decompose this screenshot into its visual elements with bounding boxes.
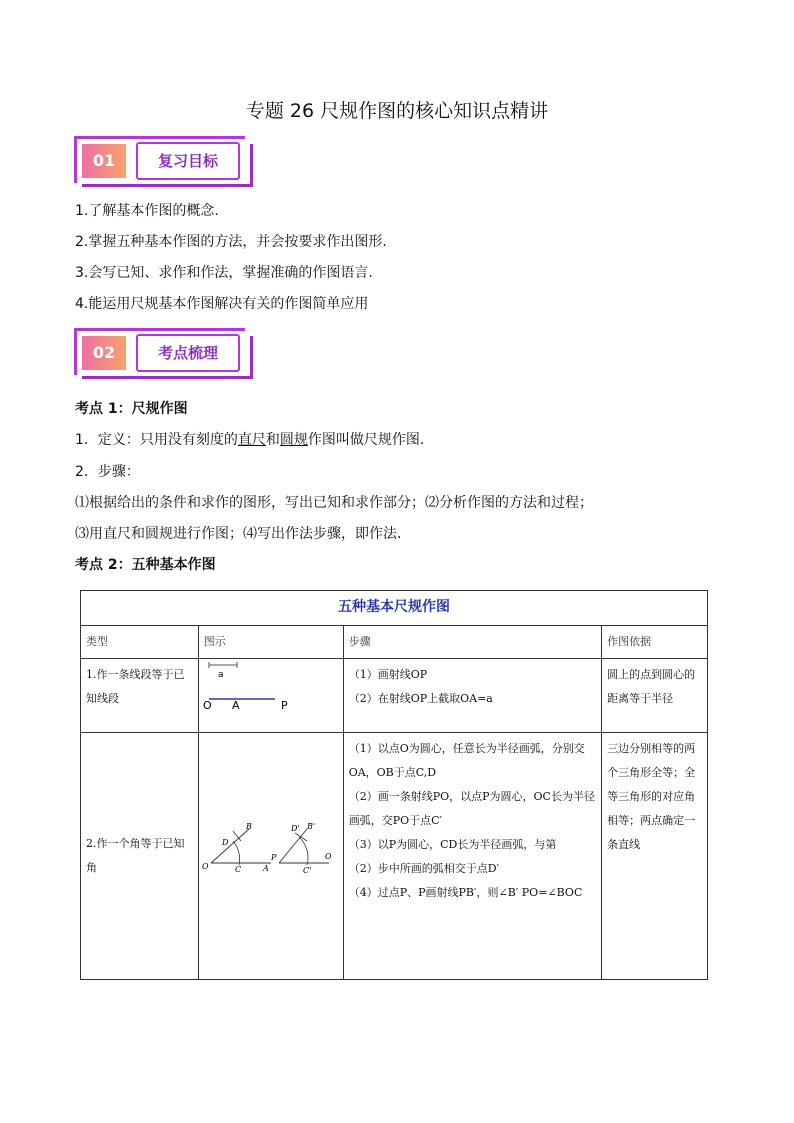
label-A1: A bbox=[262, 863, 269, 873]
section-badge-review-goals bbox=[74, 136, 254, 188]
label-P2: P bbox=[270, 852, 277, 862]
def-and: 和 bbox=[265, 432, 280, 448]
kp1-steps-line: ⑶用直尺和圆规进行作图；⑷写出作法步骤，即作法. bbox=[75, 526, 402, 542]
arc-cd bbox=[233, 841, 240, 865]
def-suffix: 作图叫做尺规作图. bbox=[307, 432, 425, 448]
step: （2）画一条射线PO，以点P为圆心，OC长为半径画弧，交PO于点C′ bbox=[348, 790, 595, 827]
table-row bbox=[81, 733, 708, 980]
label-C2: C' bbox=[302, 865, 312, 875]
section-number: 01 bbox=[82, 144, 126, 178]
step: （1）画射线OP bbox=[348, 668, 428, 681]
label-A: A bbox=[231, 699, 240, 712]
goal-item: 1.了解基本作图的概念. bbox=[75, 203, 219, 219]
label-D2: D' bbox=[290, 823, 300, 833]
row2-basis: 三边分别相等的两个三角形全等；全等三角形的对应角相等；两点确定一条直线 bbox=[602, 733, 708, 980]
goal-item: 3.会写已知、求作和作法，掌握准确的作图语言. bbox=[75, 265, 373, 281]
goal-item: 2.掌握五种基本作图的方法，并会按要求作出图形. bbox=[75, 234, 387, 250]
step: （4）过点P、P画射线PB′，则∠B′ PO=∠BOC bbox=[348, 886, 583, 899]
row1-type: 1.作一条线段等于已知线段 bbox=[81, 659, 199, 733]
label-O1: O bbox=[201, 861, 209, 871]
section-label: 复习目标 bbox=[136, 142, 240, 180]
table-header-row bbox=[81, 626, 708, 659]
kp1-steps-label: 2．步骤： bbox=[75, 464, 140, 480]
label-D1: D bbox=[221, 837, 229, 847]
label-P: P bbox=[280, 699, 288, 712]
step: （2）步中所画的弧相交于点D′ bbox=[348, 862, 500, 875]
header-basis: 作图依据 bbox=[602, 626, 708, 659]
label-O2: O bbox=[324, 851, 332, 861]
term-compass: 圆规 bbox=[279, 432, 308, 448]
label-C1: C bbox=[234, 864, 241, 874]
table-row bbox=[81, 659, 708, 733]
header-steps: 步骤 bbox=[343, 626, 601, 659]
segment-construction-figure bbox=[199, 659, 339, 723]
label-B1: B bbox=[245, 821, 252, 831]
row2-type: 2.作一个角等于已知角 bbox=[81, 733, 199, 980]
row1-basis: 圆上的点到圆心的距离等于半径 bbox=[602, 659, 708, 733]
step: （3）以P为圆心，CD长为半径画弧，与第 bbox=[348, 838, 557, 851]
kp1-definition bbox=[75, 429, 424, 449]
header-type: 类型 bbox=[81, 626, 199, 659]
term-ruler: 直尺 bbox=[237, 432, 266, 448]
section-badge-key-points bbox=[74, 328, 254, 380]
step: （2）在射线OP上截取OA=a bbox=[348, 692, 493, 705]
section-number: 02 bbox=[82, 336, 126, 370]
row2-steps bbox=[343, 733, 601, 980]
label-B2: B' bbox=[306, 821, 315, 831]
row1-figure bbox=[198, 659, 343, 733]
def-prefix: 1．定义：只用没有刻度的 bbox=[75, 432, 238, 448]
kp2-heading: 考点 2：五种基本作图 bbox=[75, 557, 216, 573]
angle-construction-figure bbox=[199, 807, 339, 897]
section-label: 考点梳理 bbox=[136, 334, 240, 372]
goal-item: 4.能运用尺规基本作图解决有关的作图简单应用 bbox=[75, 296, 369, 312]
label-O: O bbox=[202, 699, 212, 712]
page-title: 专题 26 尺规作图的核心知识点精讲 bbox=[245, 100, 549, 122]
header-figure: 图示 bbox=[198, 626, 343, 659]
kp1-steps-line: ⑴根据给出的条件和求作的图形，写出已知和求作部分；⑵分析作图的方法和过程； bbox=[75, 495, 593, 511]
row2-figure bbox=[198, 733, 343, 980]
label-a: a bbox=[217, 670, 224, 680]
ray-ob bbox=[211, 829, 249, 863]
step: （1）以点O为圆心，任意长为半径画弧，分别交OA，OB于点C,D bbox=[348, 742, 585, 779]
basic-constructions-table bbox=[80, 590, 708, 980]
kp1-heading: 考点 1：尺规作图 bbox=[75, 401, 188, 417]
row1-steps bbox=[343, 659, 601, 733]
table-caption: 五种基本尺规作图 bbox=[81, 591, 708, 626]
ray-pb-prime bbox=[279, 829, 307, 863]
